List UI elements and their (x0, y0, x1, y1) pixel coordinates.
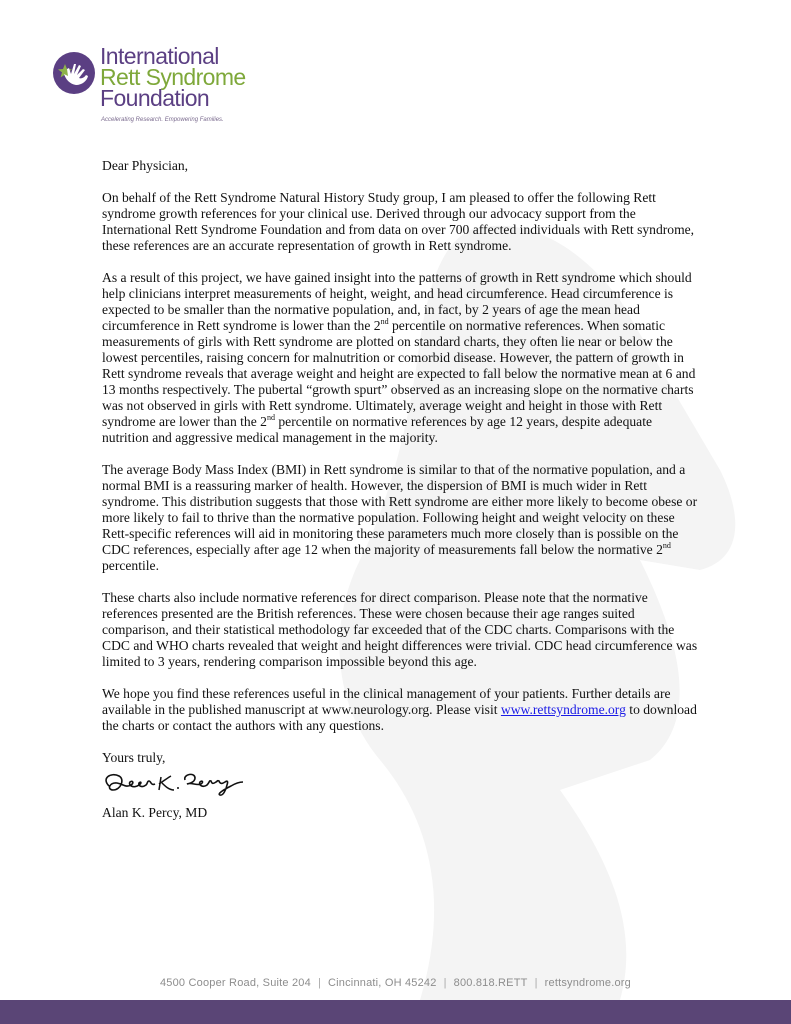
footer-contact (0, 977, 791, 989)
logo-line-international: International (100, 43, 219, 69)
paragraph-intro: On behalf of the Rett Syndrome Natural History Study group, I am pleased to offer the following Rett syndrome growth references for your clinical use. Derived through our advocacy support from the International Rett Syndrome Foundation and from data on over 700 affected individuals with Rett syndrome, these references are an accurate representation of growth in Rett syndrome. (102, 190, 695, 253)
paragraph-growth-patterns: As a result of this project, we have gained insight into the patterns of growth in Rett syndrome which should help clinicians interpret measurements of height, weight, and head circumference. Head circumference is expected to be smaller than the normative population, and, in fact, by 2 years of age the mean head circumference in Rett syndrome is lower than the 2nd percentile on normative references. When somatic measurements of girls with Rett syndrome are plotted on standard charts, they often lie near or below the lowest percentiles, raising concern for malnutrition or comorbid disease. However, the pattern of growth in Rett syndrome reveals that average weight and height are expected to fall below the normative mean at 6 and 13 months respectively. The pubertal “growth spurt” observed as an increasing slope on the normative charts was not observed in girls with Rett syndrome. Ultimately, average weight and height in those with Rett syndrome are lower than the 2nd percentile on normative references by age 12 years, despite adequate nutrition and aggressive medical management in the majority. (102, 270, 696, 445)
paragraph-closing-remarks: We hope you find these references useful in the clinical management of your patients. Further details are available in the published manuscript at www.neurology.org. Please visit www.rettsyndrome.org to download the charts or contact the authors with any questions. (102, 686, 697, 733)
footer-separator: | (534, 977, 538, 989)
rettsyndrome-link[interactable]: www.rettsyndrome.org (500, 702, 626, 717)
footer-phone: 800.818.RETT (453, 977, 528, 989)
footer-bar (0, 1000, 791, 1024)
logo-line-foundation: Foundation (100, 85, 210, 111)
footer-website: rettsyndrome.org (544, 977, 631, 989)
closing: Yours truly, (102, 750, 166, 765)
logo-line-rett-syndrome: Rett Syndrome (100, 64, 246, 90)
signer-name: Alan K. Percy, MD (102, 805, 208, 820)
salutation: Dear Physician, (102, 158, 189, 173)
handwritten-signature (99, 768, 249, 798)
foundation-name (100, 43, 246, 111)
footer-address: 4500 Cooper Road, Suite 204 (159, 977, 311, 989)
footer-separator: | (443, 977, 447, 989)
logo-tagline: Accelerating Research. Empowering Families. (101, 117, 224, 123)
paragraph-normative-references: These charts also include normative references for direct comparison. Please note that the normative references presented are the British references. These were chosen because their age ranges suited comparison, and their statistical methodology far exceeded that of the CDC charts. Comparisons with the CDC and WHO charts revealed that weight and height differences were trivial. CDC head circumference was limited to 3 years, rendering comparison impossible beyond this age. (102, 590, 698, 669)
paragraph-bmi: The average Body Mass Index (BMI) in Rett syndrome is similar to that of the normative population, and a normal BMI is a reassuring marker of health. However, the dispersion of BMI is much wider in Rett syndrome. This distribution suggests that those with Rett syndrome are either more likely to become obese or more likely to fail to thrive than the normative population. Following height and weight velocity on these Rett-specific references will aid in monitoring these parameters much more closely than is possible on the CDC references, especially after age 12 when the majority of measurements fall below the normative 2nd percentile. (102, 462, 698, 573)
footer-city: Cincinnati, OH 45242 (328, 977, 437, 989)
footer-separator: | (317, 977, 321, 989)
letter-body (102, 158, 702, 821)
hand-star-logo-icon (52, 50, 98, 96)
